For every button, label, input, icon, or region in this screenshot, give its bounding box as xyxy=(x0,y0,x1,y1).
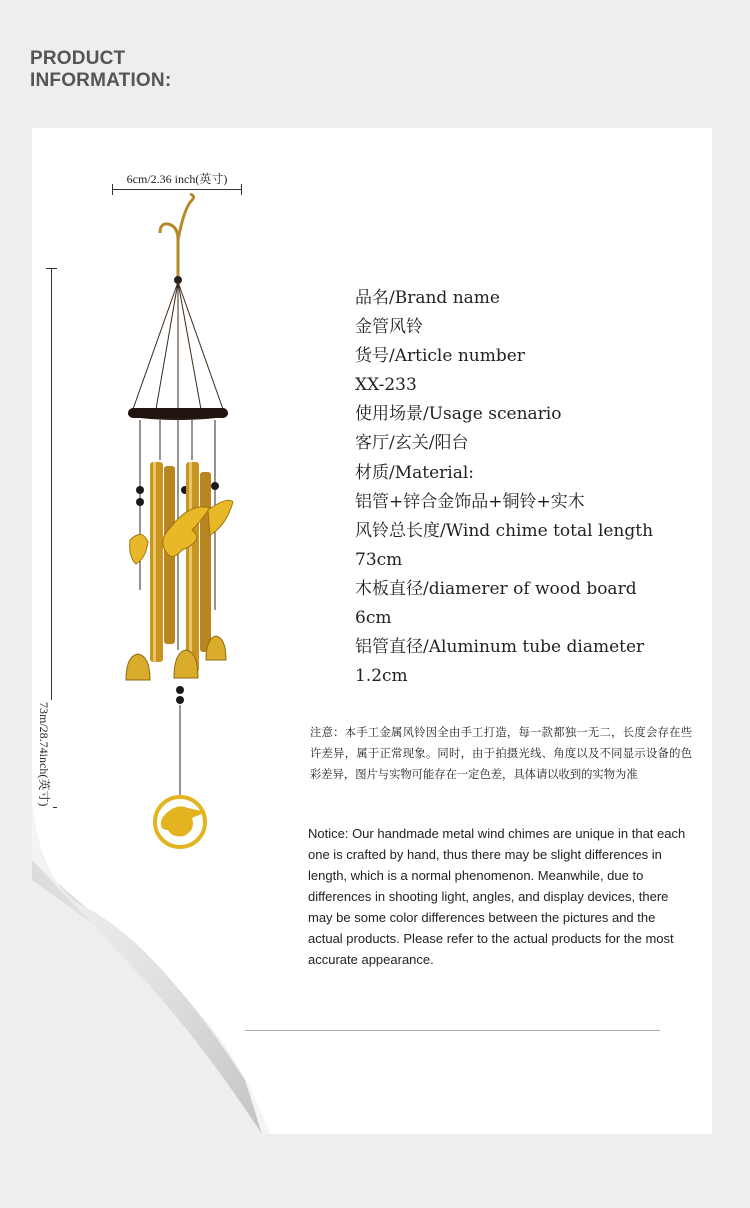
spec-usage-label: 使用场景/Usage scenario xyxy=(355,404,562,425)
header-line-1: PRODUCT xyxy=(30,48,126,69)
length-label: 73m/28.74inch(英寸) xyxy=(37,702,51,807)
spec-article-value: XX-233 xyxy=(355,375,417,396)
spec-article-label: 货号/Article number xyxy=(355,346,525,367)
length-dimension xyxy=(37,268,60,808)
spec-tube-label: 铝管直径/Aluminum tube diameter xyxy=(355,637,645,658)
spec-material-value: 铝管+锌合金饰品+铜铃+实木 xyxy=(355,491,585,512)
wind-chime-image xyxy=(100,190,250,860)
length-tick-top xyxy=(46,268,57,269)
spec-brand-label: 品名/Brand name xyxy=(355,288,500,308)
spec-board-label: 木板直径/diamerer of wood board xyxy=(355,578,637,599)
notice-english: Notice: Our handmade metal wind chimes are unique in that each one is crafted by hand, thus there may be slight differences in length, which is a normal phenomenon. Meanwhile, due to differences in shooting light, angles, and display devices, there may be some color differences between the pictures and the actual products. Please refer to the actual products for the most accurate appearance. xyxy=(308,826,686,967)
spec-usage-value: 客厅/玄关/阳台 xyxy=(355,433,469,454)
spec-length-value: 73cm xyxy=(355,549,403,570)
header-line-2: INFORMATION: xyxy=(30,70,172,91)
spec-brand-value: 金管风铃 xyxy=(355,317,423,338)
width-label: 6cm/2.36 inch(英寸) xyxy=(126,172,228,186)
spec-tube-value: 1.2cm xyxy=(355,666,408,687)
notice-chinese: 注意：本手工金属风铃因全由手工打造，每一款都独一无二，长度会存在些许差异，属于正常现象。同时，由于拍摄光线、角度以及不同显示设备的色彩差异，图片与实物可能存在一定色差，具体请以收到的实物为准 xyxy=(310,726,692,781)
spec-material-label: 材质/Material: xyxy=(355,462,475,483)
divider xyxy=(245,1030,660,1031)
spec-list xyxy=(355,284,695,691)
spec-board-value: 6cm xyxy=(355,608,392,629)
spec-length-label: 风铃总长度/Wind chime total length xyxy=(355,520,654,541)
